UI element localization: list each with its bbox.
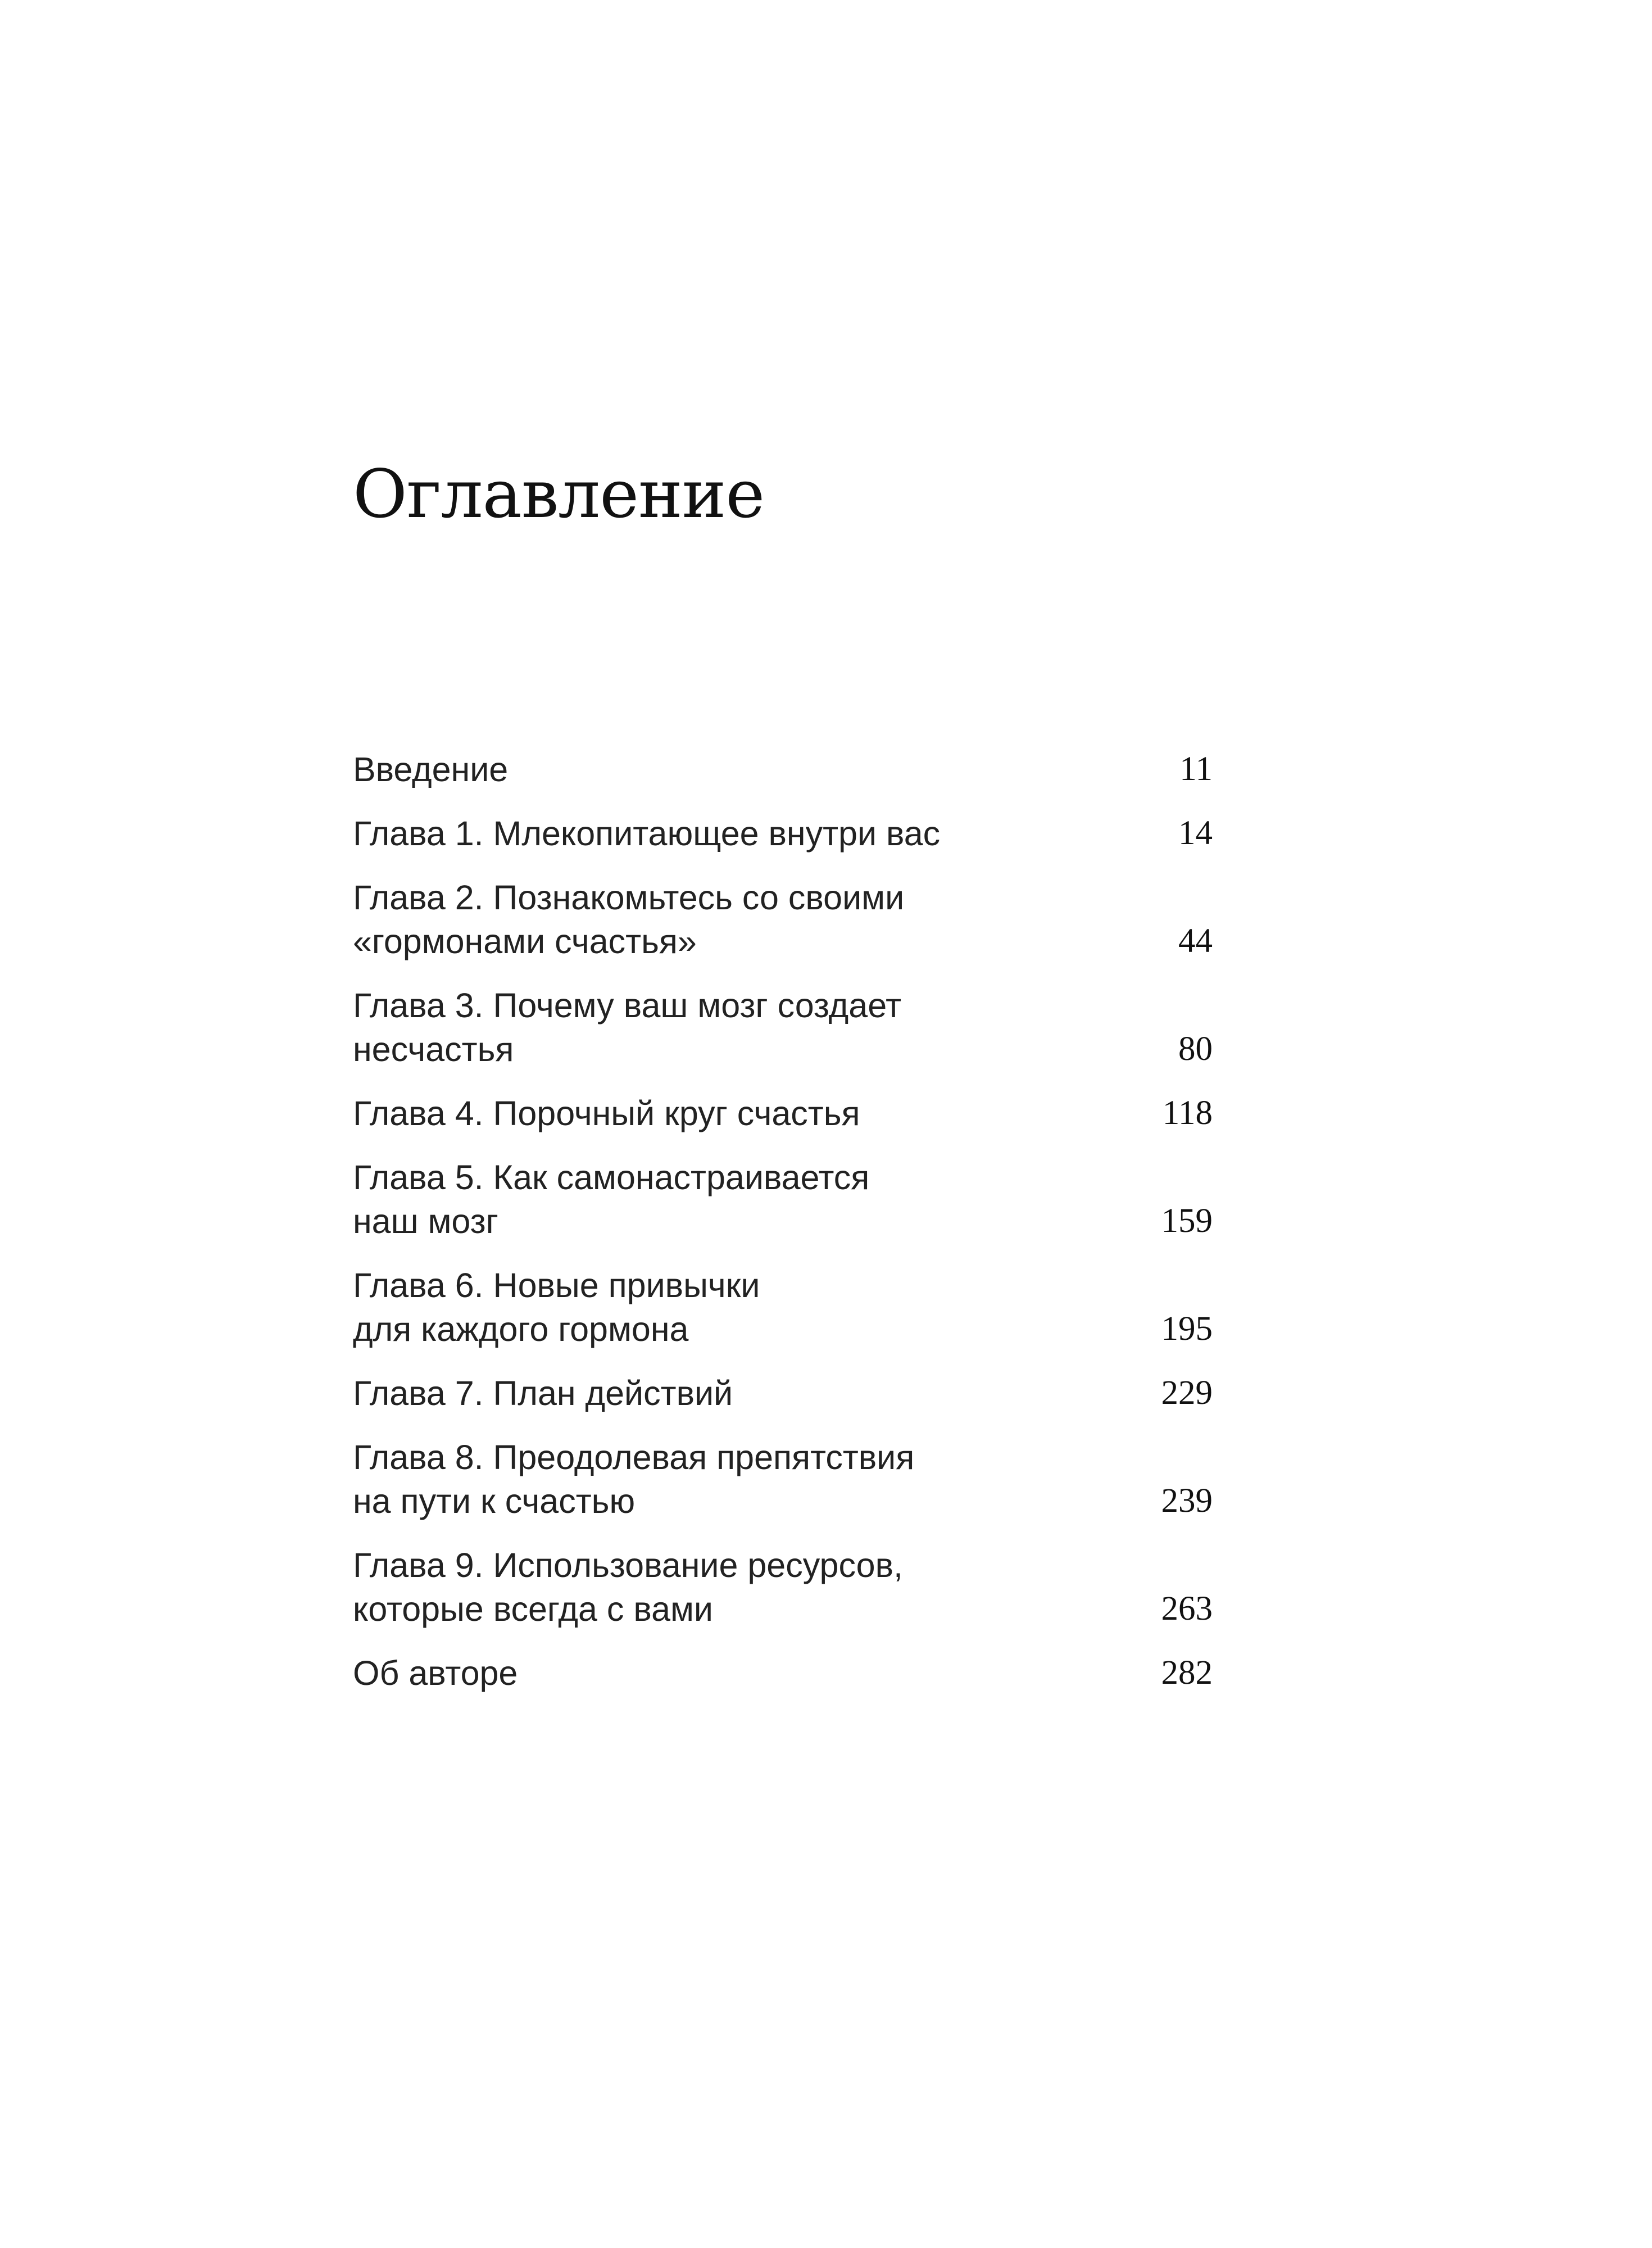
table-of-contents <box>353 747 1213 1715</box>
toc-entry <box>353 747 1213 791</box>
toc-entry-page: 195 <box>1161 1310 1213 1348</box>
toc-entry-page: 229 <box>1161 1374 1213 1412</box>
toc-entry <box>353 1435 1213 1523</box>
toc-entry-label: Введение <box>353 750 509 788</box>
toc-entry-page: 239 <box>1161 1482 1213 1520</box>
toc-entry-page: 44 <box>1178 922 1213 960</box>
toc-entry <box>353 984 1213 1071</box>
toc-entry-page: 14 <box>1178 814 1213 852</box>
toc-entry-label: Глава 8. Преодолевая препятствия на пути к счастью <box>353 1438 915 1520</box>
toc-entry <box>353 1371 1213 1415</box>
toc-entry-page: 159 <box>1161 1202 1213 1240</box>
toc-entry-label: Глава 3. Почему ваш мозг создает несчастья <box>353 986 902 1068</box>
toc-entry-page: 11 <box>1179 750 1213 788</box>
toc-entry-page: 118 <box>1162 1094 1213 1132</box>
toc-entry-label: Глава 5. Как самонастраивается наш мозг <box>353 1158 870 1240</box>
toc-entry-label: Глава 7. План действий <box>353 1374 733 1412</box>
toc-entry <box>353 812 1213 855</box>
toc-entry-label: Глава 6. Новые привычки для каждого гормона <box>353 1266 760 1348</box>
toc-entry-label: Глава 9. Использование ресурсов, которые всегда с вами <box>353 1546 903 1628</box>
toc-entry-label: Глава 4. Порочный круг счастья <box>353 1094 860 1132</box>
toc-entry <box>353 1263 1213 1351</box>
toc-entry <box>353 1155 1213 1243</box>
page-title: Оглавление <box>353 455 765 533</box>
toc-entry <box>353 1543 1213 1631</box>
toc-entry <box>353 876 1213 963</box>
toc-entry <box>353 1651 1213 1695</box>
toc-entry-page: 80 <box>1178 1030 1213 1068</box>
toc-entry-label: Об авторе <box>353 1654 518 1692</box>
toc-entry-label: Глава 2. Познакомьтесь со своими «гормонами счастья» <box>353 878 905 960</box>
toc-entry-page: 263 <box>1161 1590 1213 1628</box>
toc-entry-page: 282 <box>1161 1654 1213 1692</box>
toc-entry <box>353 1091 1213 1135</box>
toc-entry-label: Глава 1. Млекопитающее внутри вас <box>353 814 941 853</box>
